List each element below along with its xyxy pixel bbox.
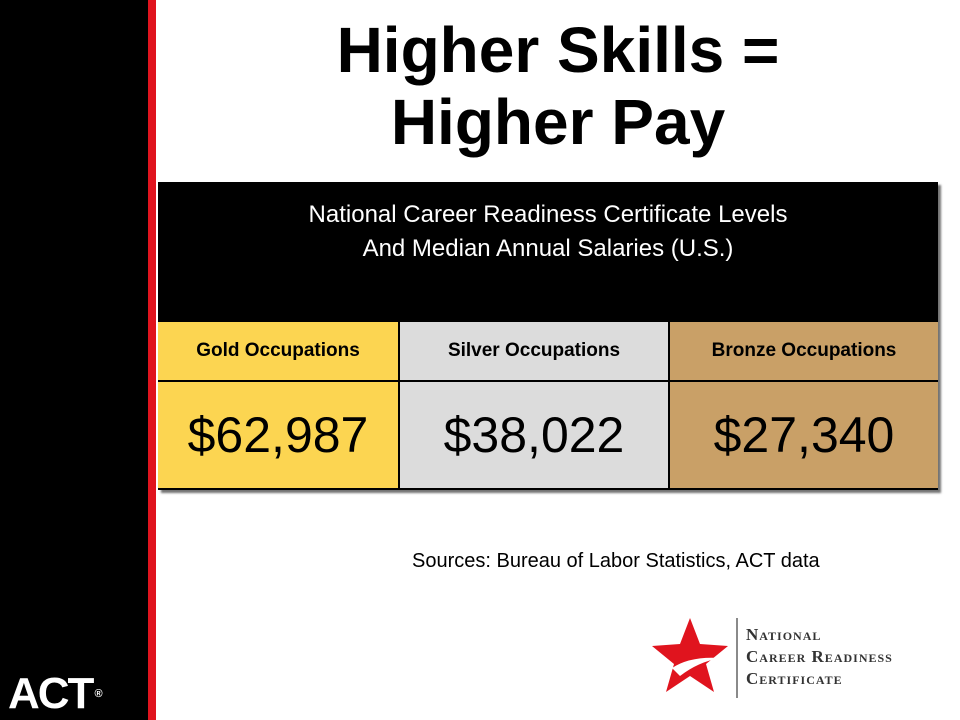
logo-divider xyxy=(736,618,738,698)
ncrc-line-3: Certificate xyxy=(746,669,843,688)
bronze-label-cell: Bronze Occupations xyxy=(670,322,938,380)
gold-salary-cell: $62,987 xyxy=(158,382,398,488)
column-labels-row xyxy=(158,322,938,380)
table-header-line-1: National Career Readiness Certificate Levels xyxy=(308,201,788,228)
ncrc-logo xyxy=(650,614,950,704)
act-logo xyxy=(8,669,103,718)
salary-values-row xyxy=(158,382,938,488)
star-icon xyxy=(650,616,730,694)
table-header xyxy=(158,182,938,322)
sources-note: Sources: Bureau of Labor Statistics, ACT data xyxy=(412,550,820,572)
slide-title xyxy=(156,14,960,158)
ncrc-line-2: Career Readiness xyxy=(746,647,893,666)
salary-table xyxy=(158,182,938,490)
left-black-band xyxy=(0,0,148,720)
ncrc-line-1: National xyxy=(746,625,822,644)
title-line-2: Higher Pay xyxy=(390,86,726,158)
silver-salary-cell: $38,022 xyxy=(400,382,668,488)
table-header-line-2: And Median Annual Salaries (U.S.) xyxy=(362,235,734,262)
ncrc-logo-text xyxy=(746,624,893,690)
act-logo-text: ACT xyxy=(8,669,93,718)
red-stripe xyxy=(148,0,156,720)
gold-label-cell: Gold Occupations xyxy=(158,322,398,380)
registered-mark-icon: ® xyxy=(94,688,103,700)
silver-label-cell: Silver Occupations xyxy=(400,322,668,380)
bronze-salary-cell: $27,340 xyxy=(670,382,938,488)
title-line-1: Higher Skills = xyxy=(336,14,780,86)
